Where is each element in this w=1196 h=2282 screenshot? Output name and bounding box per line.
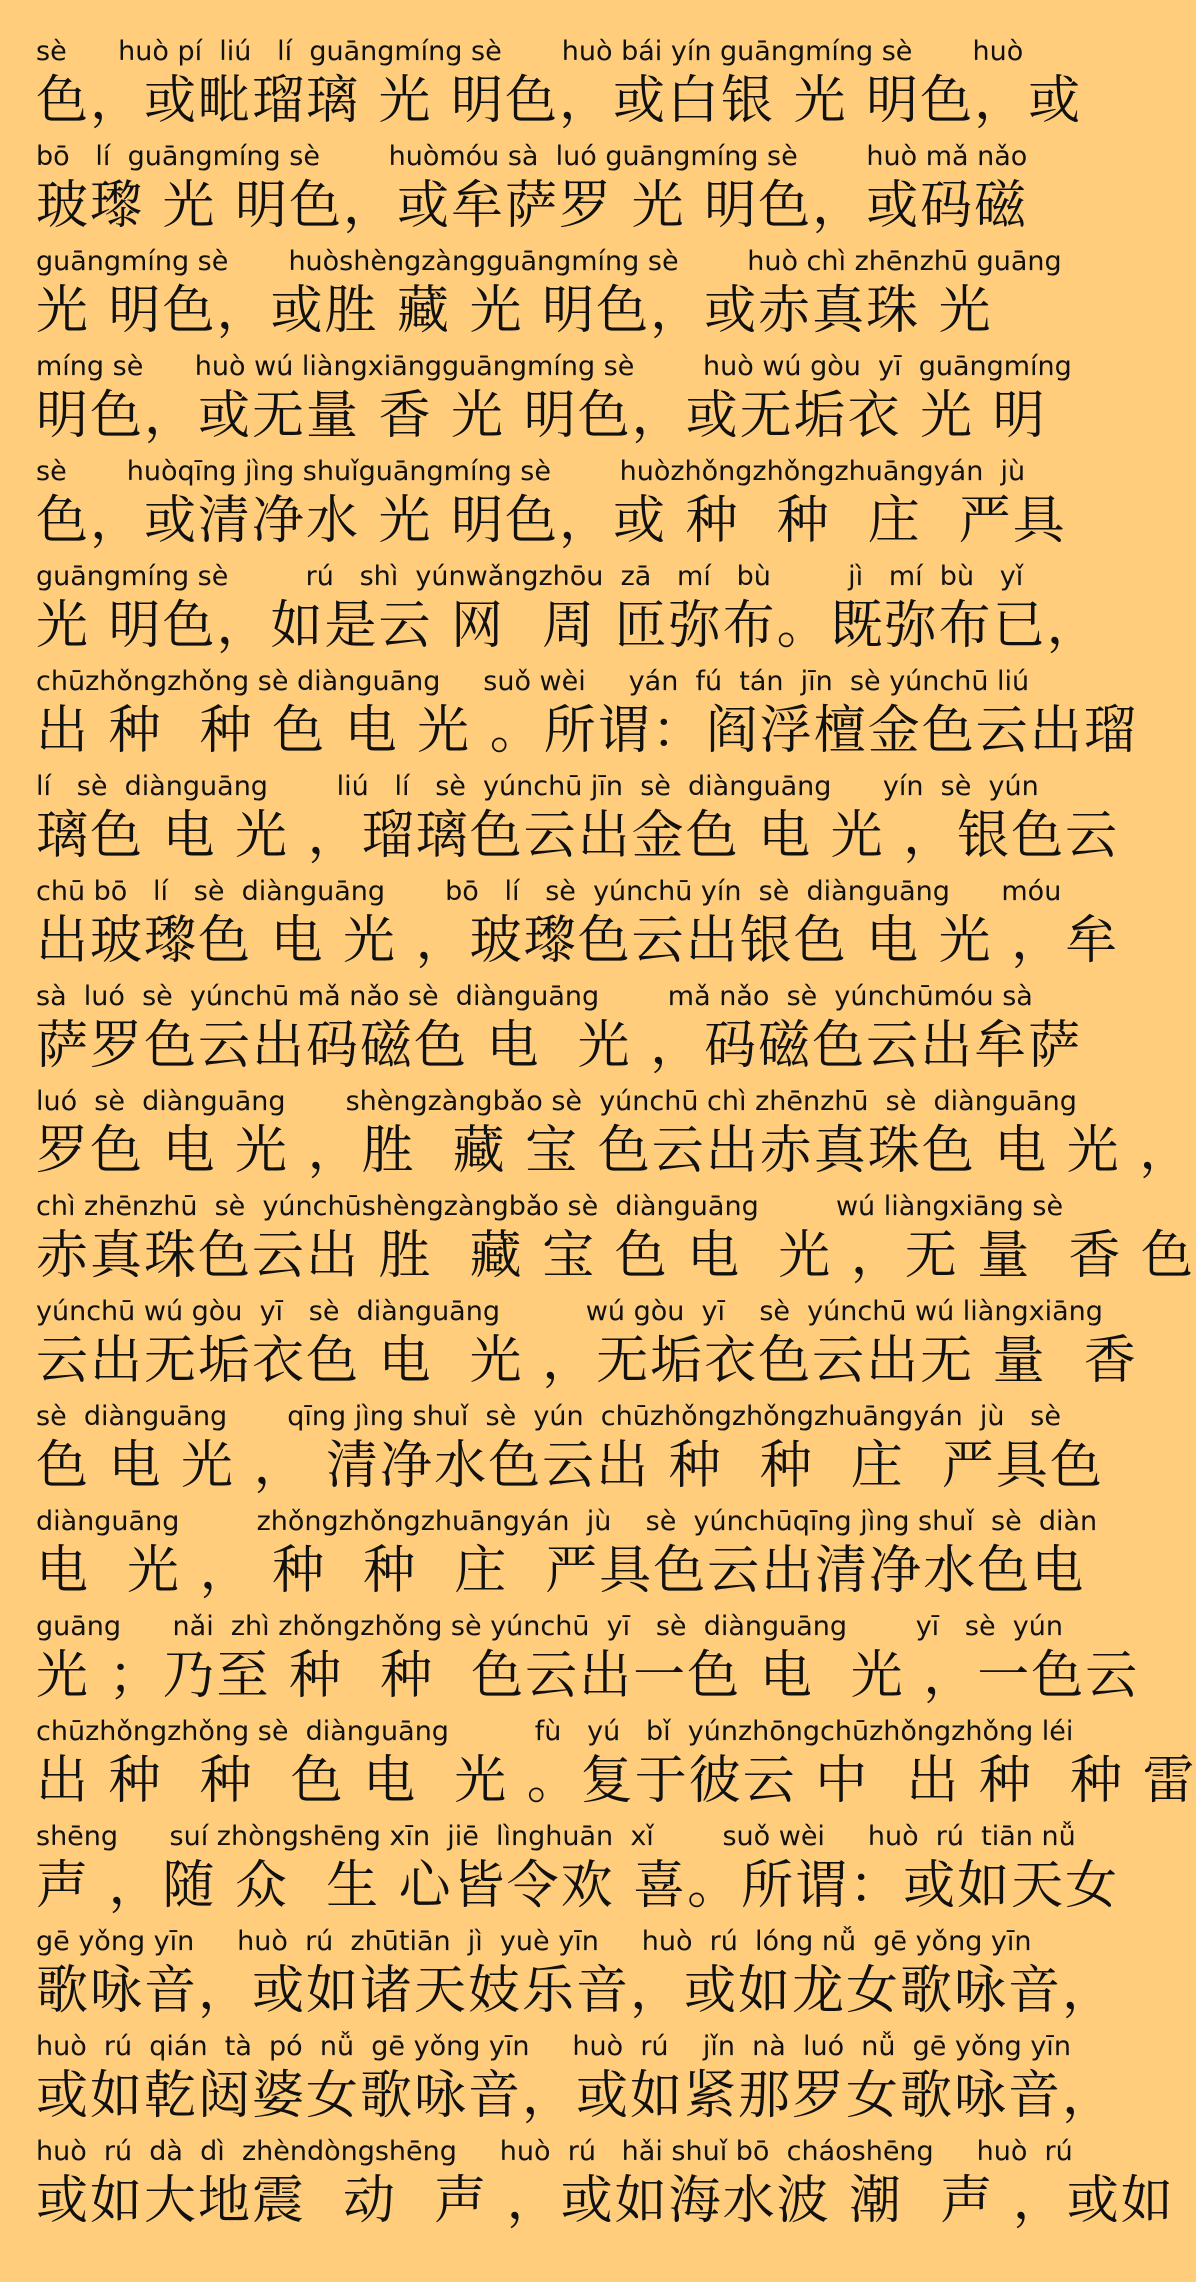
text-line: [36, 1399, 1104, 1504]
text-line: [36, 1294, 1138, 1399]
pinyin-row: guāngmíng sè rú shì yúnwǎngzhōu zā mí bù jì mí bù yǐ: [36, 561, 1024, 592]
text-line: [36, 1819, 1120, 1924]
pinyin-row: gē yǒng yīn huò rú zhūtiān jì yuè yīn huò rú lóng nǚ gē yǒng yīn: [36, 1926, 1032, 1957]
pinyin-row: bō lí guāngmíng sè huòmóu sà luó guāngmíng sè huò mǎ nǎo: [36, 141, 1028, 172]
pinyin-row: diànguāng zhǒngzhǒngzhuāngyán jù sè yúnchūqīng jìng shuǐ sè diàn: [36, 1506, 1098, 1537]
hanzi-row: 色，或毗瑠璃 光 明色，或白银 光 明色，或: [36, 71, 1083, 131]
hanzi-row: 电 光 ， 种 种 庄 严具色云出清净水色电: [36, 1541, 1086, 1601]
hanzi-row: 赤真珠色云出 胜 藏 宝 色 电 光 ，无 量 香 色: [36, 1226, 1195, 1286]
hanzi-row: 罗色 电 光 ，胜 藏 宝 色云出赤真珠色 电 光 ，: [36, 1121, 1194, 1181]
text-line: [36, 559, 1101, 664]
hanzi-row: 出 种 种 色 电 光 。所谓：阎浮檀金色云出瑠: [36, 701, 1138, 761]
hanzi-row: 明色，或无量 香 光 明色，或无垢衣 光 明: [36, 386, 1047, 446]
hanzi-row: 萨罗色云出码磁色 电 光 ，码磁色云出牟萨: [36, 1016, 1083, 1076]
hanzi-row: 出玻瓈色 电 光 ，玻瓈色云出银色 电 光 ，牟: [36, 911, 1120, 971]
text-line: [36, 2134, 1175, 2239]
pinyin-row: yúnchū wú gòu yī sè diànguāng wú gòu yī sè yúnchū wú liàngxiāng: [36, 1296, 1103, 1327]
text-line: [36, 454, 1067, 559]
hanzi-row: 出 种 种 色 电 光 。复于彼云 中 出 种 种 雷: [36, 1751, 1196, 1811]
pinyin-row: huò rú dà dì zhèndòngshēng huò rú hǎi shuǐ bō cháoshēng huò rú: [36, 2136, 1073, 2167]
text-line: [36, 34, 1083, 139]
pinyin-row: chūzhǒngzhǒng sè diànguāng suǒ wèi yán fú tán jīn sè yúnchū liú: [36, 666, 1030, 697]
text-line: [36, 139, 1044, 244]
hanzi-row: 或如大地震 动 声 ，或如海水波 潮 声 ，或如: [36, 2171, 1175, 2231]
text-line: [36, 1924, 1117, 2029]
pinyin-row: guāngmíng sè huòshèngzàngguāngmíng sè huò chì zhēnzhū guāng: [36, 246, 1062, 277]
pinyin-row: chūzhǒngzhǒng sè diànguāng fù yú bǐ yúnzhōngchūzhǒngzhǒng léi: [36, 1716, 1074, 1747]
pinyin-row: guāng nǎi zhì zhǒngzhǒng sè yúnchū yī sè diànguāng yī sè yún: [36, 1611, 1063, 1642]
pinyin-row: míng sè huò wú liàngxiāngguāngmíng sè huò wú gòu yī guāngmíng: [36, 351, 1072, 382]
hanzi-row: 云出无垢衣色 电 光 ，无垢衣色云出无 量 香: [36, 1331, 1138, 1391]
hanzi-row: 声 ，随 众 生 心皆令欢 喜。所谓：或如天女: [36, 1856, 1120, 1916]
hanzi-row: 歌咏音，或如诸天妓乐音，或如龙女歌咏音，: [36, 1961, 1117, 2021]
pinyin-row: chì zhēnzhū sè yúnchūshèngzàngbǎo sè diànguāng wú liàngxiāng sè: [36, 1191, 1064, 1222]
text-line: [36, 2029, 1117, 2134]
text-line: [36, 1504, 1098, 1609]
text-line: [36, 769, 1120, 874]
pinyin-row: sè diànguāng qīng jìng shuǐ sè yún chūzhǒngzhǒngzhuāngyán jù sè: [36, 1401, 1061, 1432]
text-line: [36, 1714, 1196, 1819]
text-line: [36, 664, 1138, 769]
hanzi-row: 璃色 电 光 ，瑠璃色云出金色 电 光 ，银色云: [36, 806, 1120, 866]
text-line: [36, 1609, 1140, 1714]
pinyin-row: sè huòqīng jìng shuǐguāngmíng sè huòzhǒngzhǒngzhuāngyán jù: [36, 456, 1026, 487]
pinyin-row: huò rú qián tà pó nǚ gē yǒng yīn huò rú jǐn nà luó nǚ gē yǒng yīn: [36, 2031, 1071, 2062]
hanzi-row: 或如乾闼婆女歌咏音，或如紧那罗女歌咏音，: [36, 2066, 1117, 2126]
text-line: [36, 874, 1120, 979]
pinyin-row: chū bō lí sè diànguāng bō lí sè yúnchū yín sè diànguāng móu: [36, 876, 1062, 907]
text-line: [36, 979, 1083, 1084]
pinyin-row: luó sè diànguāng shèngzàngbǎo sè yúnchū chì zhēnzhū sè diànguāng: [36, 1086, 1077, 1117]
hanzi-row: 光 ；乃至 种 种 色云出一色 电 光 ，一色云: [36, 1646, 1140, 1706]
hanzi-row: 光 明色，或胜 藏 光 明色，或赤真珠 光: [36, 281, 993, 341]
hanzi-row: 玻瓈 光 明色，或牟萨罗 光 明色，或码磁: [36, 176, 1029, 236]
text-line: [36, 349, 1072, 454]
pinyin-row: sè huò pí liú lí guāngmíng sè huò bái yín guāngmíng sè huò: [36, 36, 1024, 67]
pinyin-row: shēng suí zhòngshēng xīn jiē lìnghuān xǐ suǒ wèi huò rú tiān nǚ: [36, 1821, 1076, 1852]
text-line: [36, 244, 1062, 349]
text-line: [36, 1189, 1195, 1294]
hanzi-row: 色，或清净水 光 明色，或 种 种 庄 严具: [36, 491, 1067, 551]
hanzi-row: 光 明色，如是云 网 周 匝弥布。既弥布已，: [36, 596, 1101, 656]
pinyin-row: sà luó sè yúnchū mǎ nǎo sè diànguāng mǎ nǎo sè yúnchūmóu sà: [36, 981, 1033, 1012]
text-line: [36, 1084, 1194, 1189]
hanzi-row: 色 电 光 ， 清净水色云出 种 种 庄 严具色: [36, 1436, 1104, 1496]
pinyin-row: lí sè diànguāng liú lí sè yúnchū jīn sè diànguāng yín sè yún: [36, 771, 1039, 802]
